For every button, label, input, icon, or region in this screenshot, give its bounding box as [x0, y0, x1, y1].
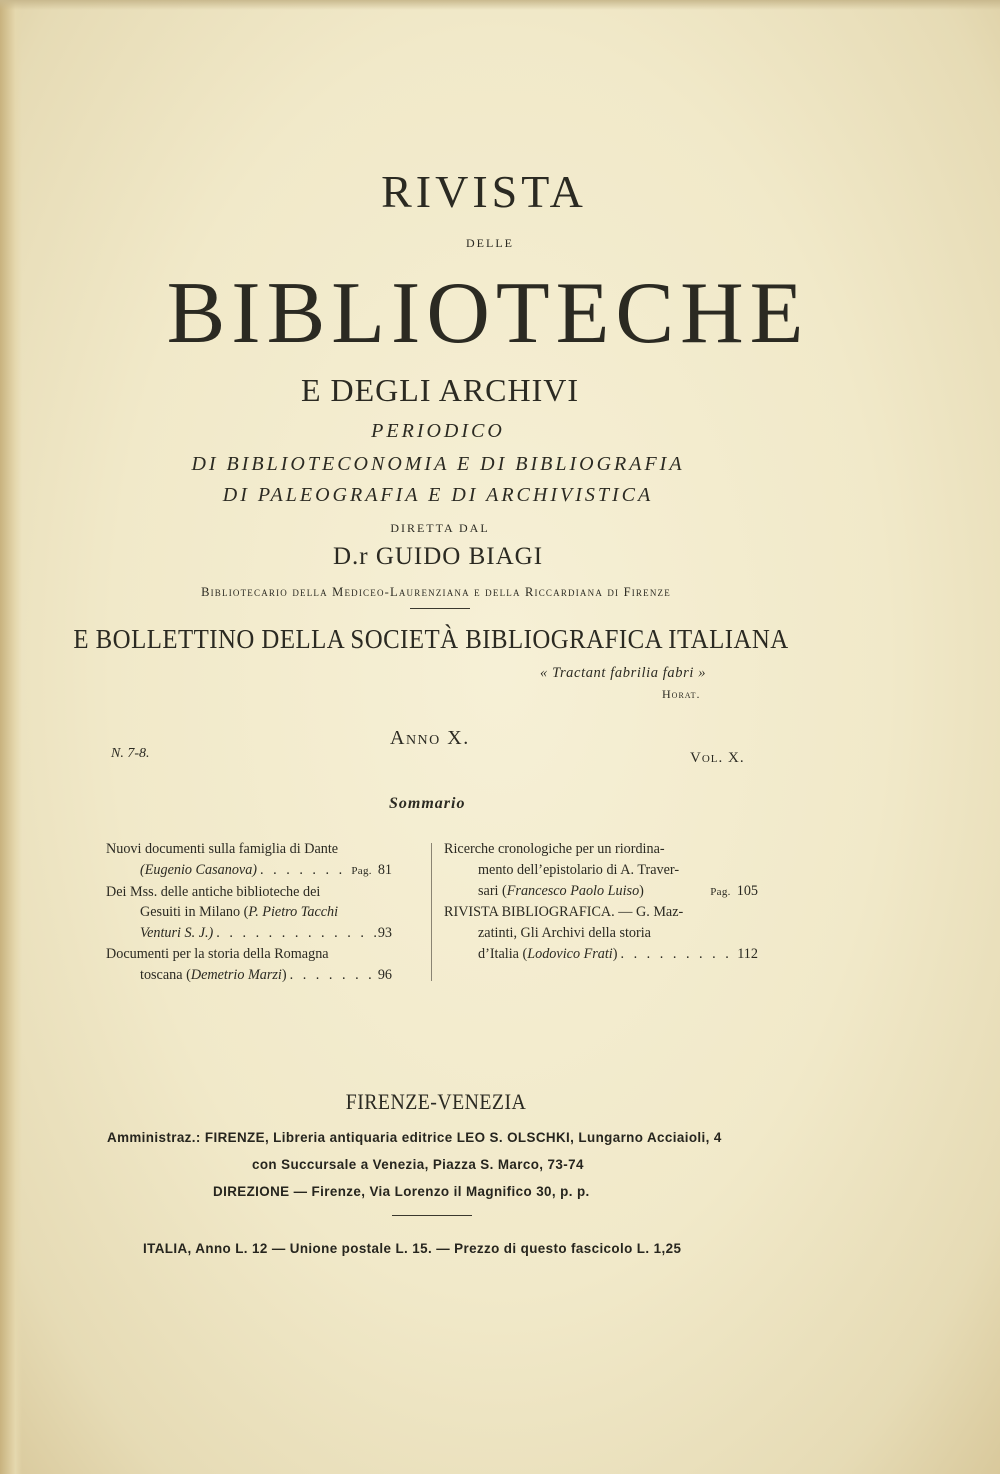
toc-entry-line: Dei Mss. delle antiche biblioteche dei [106, 883, 321, 900]
toc-column-divider [431, 843, 432, 981]
toc-leader-dots [213, 923, 378, 944]
toc-entry-text: sari ( [478, 882, 507, 899]
toc-entry [444, 839, 758, 902]
toc-entry-line [106, 860, 392, 882]
toc-left-column [106, 839, 392, 986]
toc-right-column [444, 839, 758, 965]
title-degli-archivi: E DEGLI ARCHIVI [300, 372, 580, 408]
imprint-direzione: DIREZIONE — Firenze, Via Lorenzo il Magnifico 30, p. p. [213, 1184, 590, 1199]
paper-edge-top [0, 0, 1000, 10]
sommario-heading: Sommario [389, 795, 466, 812]
toc-page-number: 112 [737, 945, 758, 962]
paper-edge-left [0, 0, 22, 1474]
toc-entry-text: ) [612, 945, 618, 962]
issue-volume: Vol. X. [690, 750, 745, 766]
motto-author: Horat. [662, 687, 701, 701]
editor-name: D.r GUIDO BIAGI [332, 543, 544, 570]
imprint-admin: Amministraz.: FIRENZE, Libreria antiquaria editrice LEO S. OLSCHKI, Lungarno Acciaioli, 4 [107, 1130, 722, 1145]
toc-entry-line: Nuovi documenti sulla famiglia di Dante [106, 841, 339, 857]
toc-entry-text: toscana ( [140, 966, 191, 983]
bollettino-title: E BOLLETTINO DELLA SOCIETÀ BIBLIOGRAFICA ITALIANA [73, 624, 789, 654]
publication-place: FIRENZE-VENEZIA [345, 1089, 527, 1114]
toc-leader-dots [257, 860, 351, 881]
toc-entry-author: (Eugenio Casanova) [140, 861, 258, 878]
toc-entry-author: P. Pietro Tacchi [248, 904, 339, 921]
subtitle-line-1: DI BIBLIOTECONOMIA E DI BIBLIOGRAFIA [191, 453, 685, 475]
toc-pag-label: Pag. [351, 864, 372, 877]
toc-entry [106, 944, 392, 986]
toc-pag-label: Pag. [710, 885, 731, 898]
divider-rule-footer [392, 1215, 472, 1216]
toc-entry-line [106, 923, 392, 944]
motto: « Tractant fabrilia fabri » [540, 665, 707, 681]
divider-rule [410, 608, 470, 609]
toc-entry-line [106, 902, 392, 923]
toc-entry-line: Ricerche cronologiche per un riordina- [444, 841, 665, 857]
toc-entry-text: ) [281, 966, 287, 983]
toc-entry-line [444, 881, 758, 903]
toc-entry-author: Demetrio Marzi [190, 966, 282, 983]
imprint-prices: ITALIA, Anno L. 12 — Unione postale L. 15. — Prezzo di questo fascicolo L. 1,25 [143, 1241, 682, 1256]
toc-entry [106, 882, 392, 944]
toc-entry-text: ) [639, 882, 644, 899]
title-biblioteche: BIBLIOTECHE [166, 265, 810, 362]
issue-year: Anno X. [390, 727, 470, 749]
toc-entry-author: Lodovico Frati [527, 945, 613, 962]
toc-page-number: 93 [377, 925, 392, 942]
toc-page-number: 81 [377, 861, 392, 878]
toc-entry [106, 839, 392, 882]
toc-entry-author: Francesco Paolo Luiso [506, 882, 640, 899]
title-rivista: RIVISTA [381, 166, 587, 217]
toc-entry-line: Documenti per la storia della Romagna [106, 945, 329, 962]
subtitle-line-2: DI PALEOGRAFIA E DI ARCHIVISTICA [222, 484, 654, 506]
issue-number: N. 7-8. [111, 746, 150, 761]
toc-page-number: 96 [377, 966, 392, 983]
toc-entry-text: Gesuiti in Milano ( [140, 904, 249, 921]
diretta-dal: DIRETTA DAL [390, 521, 490, 535]
toc-entry-line: zatinti, Gli Archivi della storia [478, 925, 651, 942]
title-delle: DELLE [466, 236, 514, 250]
toc-entry-line: mento dell’epistolario di A. Traver- [478, 861, 680, 878]
toc-entry-line [444, 944, 758, 965]
toc-page-number: 105 [736, 882, 758, 899]
toc-entry [444, 902, 758, 964]
toc-entry-line [106, 965, 392, 986]
toc-entry-line: RIVISTA BIBLIOGRAFICA. — G. Maz- [444, 904, 684, 921]
toc-entry-author: Venturi S. J.) [140, 925, 214, 942]
periodico-label: PERIODICO [371, 420, 505, 442]
editor-role: Bibliotecario della Mediceo-Laurenziana e della Riccardiana di Firenze [201, 585, 671, 599]
imprint-branch: con Succursale a Venezia, Piazza S. Marco, 73-74 [252, 1157, 584, 1172]
toc-entry-text: d’Italia ( [478, 945, 528, 962]
toc-leader-dots [287, 965, 378, 986]
toc-leader-dots [617, 944, 737, 965]
